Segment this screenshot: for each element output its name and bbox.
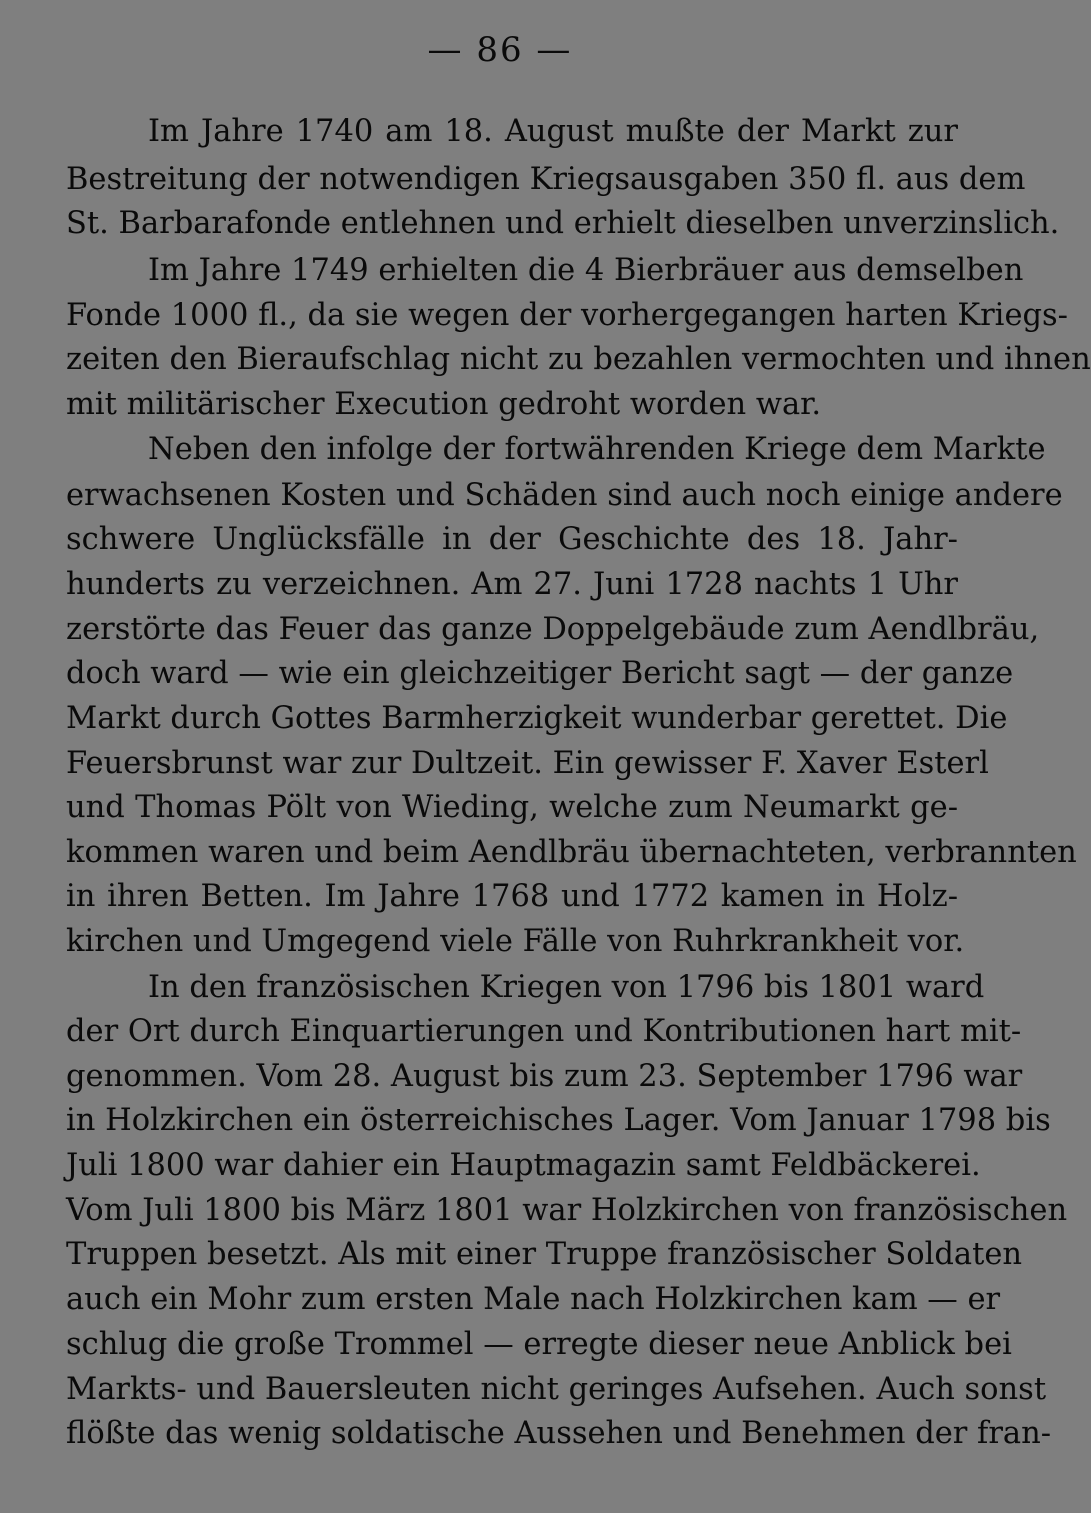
text-line: Im Jahre 1749 erhielten die 4 Bierbräuer aus demselben bbox=[148, 253, 1024, 288]
text-line: Truppen besetzt. Als mit einer Truppe französischer Soldaten bbox=[66, 1237, 1023, 1272]
text-line: Juli 1800 war dahier ein Hauptmagazin samt Feldbäckerei. bbox=[66, 1148, 981, 1183]
text-line: schwere Unglücksfälle in der Geschichte des 18. Jahr- bbox=[66, 522, 958, 557]
text-line: Im Jahre 1740 am 18. August mußte der Markt zur bbox=[148, 114, 958, 149]
text-line: der Ort durch Einquartierungen und Kontributionen hart mit- bbox=[66, 1014, 1022, 1049]
text-line: doch ward — wie ein gleichzeitiger Bericht sagt — der ganze bbox=[66, 656, 1014, 691]
text-line: in Holzkirchen ein österreichisches Lager. Vom Januar 1798 bis bbox=[66, 1103, 1051, 1138]
text-line: kommen waren und beim Aendlbräu übernachteten, verbrannten bbox=[66, 835, 1077, 870]
text-line: Vom Juli 1800 bis März 1801 war Holzkirchen von französischen bbox=[66, 1193, 1068, 1228]
text-line: Fonde 1000 fl., da sie wegen der vorhergegangen harten Kriegs- bbox=[66, 298, 1068, 333]
text-line: und Thomas Pölt von Wieding, welche zum Neumarkt ge- bbox=[66, 790, 958, 825]
text-line: In den französischen Kriegen von 1796 bis 1801 ward bbox=[148, 970, 985, 1005]
text-line: schlug die große Trommel — erregte dieser neue Anblick bei bbox=[66, 1327, 1012, 1362]
text-line: genommen. Vom 28. August bis zum 23. September 1796 war bbox=[66, 1059, 1023, 1094]
text-line: kirchen und Umgegend viele Fälle von Ruhrkrankheit vor. bbox=[66, 924, 965, 959]
text-line: flößte das wenig soldatische Aussehen und Benehmen der fran- bbox=[66, 1416, 1052, 1451]
page-number: — 86 — bbox=[427, 30, 573, 70]
text-line: St. Barbarafonde entlehnen und erhielt dieselben unverzinslich. bbox=[66, 206, 1060, 241]
text-line: auch ein Mohr zum ersten Male nach Holzkirchen kam — er bbox=[66, 1282, 1001, 1317]
text-line: mit militärischer Execution gedroht worden war. bbox=[66, 387, 822, 422]
text-line: zeiten den Bieraufschlag nicht zu bezahlen vermochten und ihnen bbox=[66, 342, 1091, 377]
text-line: Neben den infolge der fortwährenden Kriege dem Markte bbox=[148, 432, 1046, 467]
text-line: zerstörte das Feuer das ganze Doppelgebäude zum Aendlbräu, bbox=[66, 612, 1040, 647]
text-line: Bestreitung der notwendigen Kriegsausgaben 350 fl. aus dem bbox=[66, 162, 1026, 197]
text-line: in ihren Betten. Im Jahre 1768 und 1772 kamen in Holz- bbox=[66, 879, 958, 914]
text-line: Markt durch Gottes Barmherzigkeit wunderbar gerettet. Die bbox=[66, 701, 1008, 736]
text-line: erwachsenen Kosten und Schäden sind auch noch einige andere bbox=[66, 478, 1063, 513]
text-line: Markts- und Bauersleuten nicht geringes Aufsehen. Auch sonst bbox=[66, 1372, 1047, 1407]
text-line: Feuersbrunst war zur Dultzeit. Ein gewisser F. Xaver Esterl bbox=[66, 746, 989, 781]
text-line: hunderts zu verzeichnen. Am 27. Juni 1728 nachts 1 Uhr bbox=[66, 567, 958, 602]
